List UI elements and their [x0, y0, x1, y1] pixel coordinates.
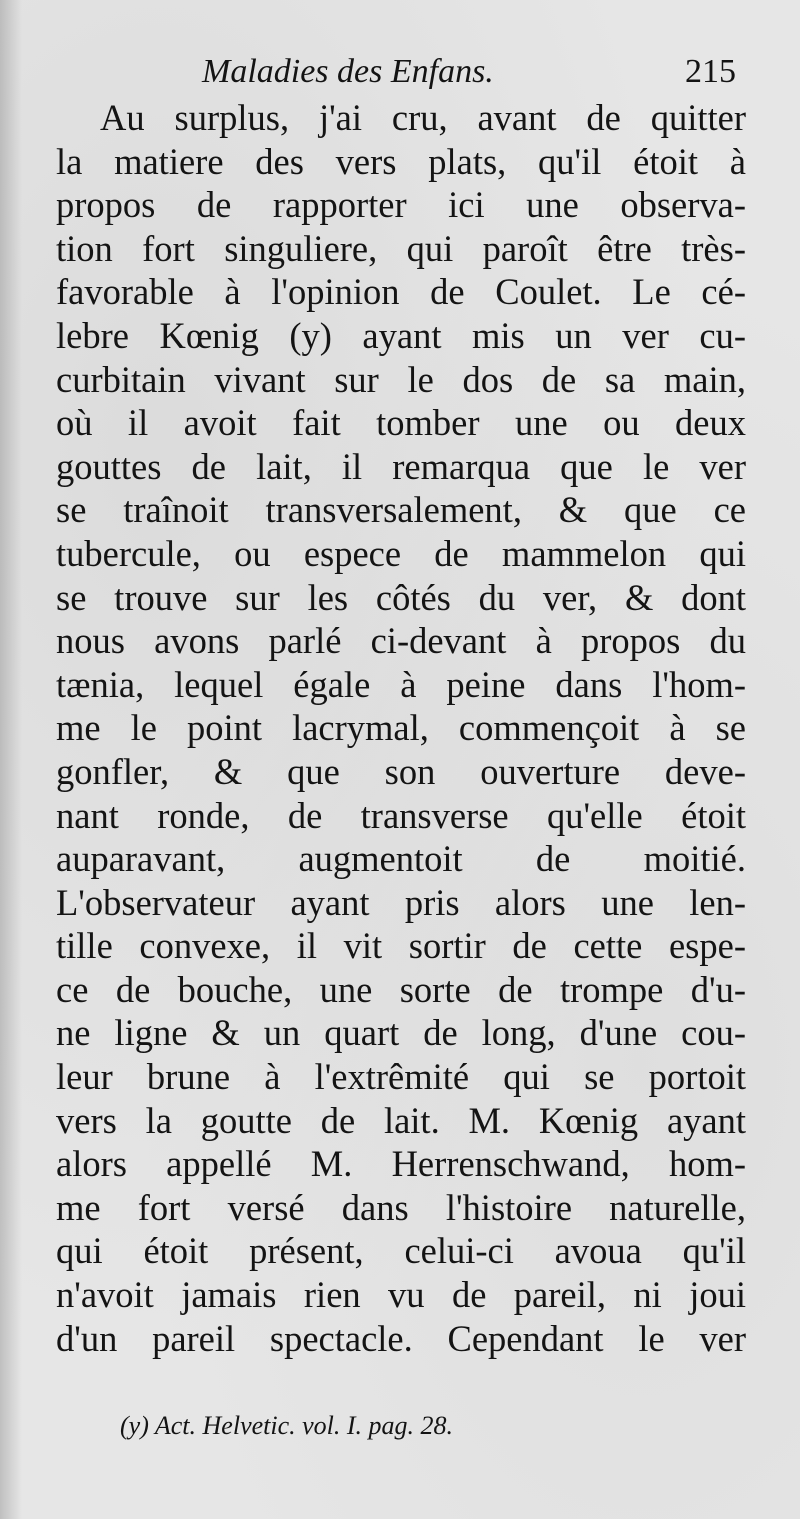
text-line: où il avoit fait tomber une ou deux: [56, 402, 746, 444]
text-line: me le point lacrymal, commençoit à se: [56, 707, 746, 749]
text-line: me fort versé dans l'histoire naturelle,: [56, 1186, 746, 1228]
text-line: ne ligne & un quart de long, d'une cou-: [56, 1012, 746, 1054]
text-line: L'observateur ayant pris alors une len-: [56, 881, 746, 923]
text-line: d'un pareil spectacle. Cependant le ver: [56, 1317, 746, 1359]
text-line: tænia, lequel égale à peine dans l'hom-: [56, 663, 746, 705]
text-line: gouttes de lait, il remarqua que le ver: [56, 445, 746, 487]
text-line: nant ronde, de transverse qu'elle étoit: [56, 794, 746, 836]
footnote: (y) Act. Helvetic. vol. I. pag. 28.: [120, 1411, 454, 1440]
text-line: la matiere des vers plats, qu'il étoit à: [56, 140, 746, 182]
text-line: curbitain vivant sur le dos de sa main,: [56, 358, 746, 400]
text-line: se trouve sur les côtés du ver, & dont: [56, 576, 746, 618]
text-line: n'avoit jamais rien vu de pareil, ni joui: [56, 1274, 746, 1316]
body-text: [56, 96, 746, 1360]
text-line: gonfler, & que son ouverture deve-: [56, 750, 746, 792]
text-line: nous avons parlé ci-devant à propos du: [56, 620, 746, 662]
text-line: lebre Kœnig (y) ayant mis un ver cu-: [56, 314, 746, 356]
text-line: Au surplus, j'ai cru, avant de quitter: [100, 97, 746, 138]
text-line: auparavant, augmentoit de moitié.: [56, 838, 746, 880]
text-line: tille convexe, il vit sortir de cette espe-: [56, 925, 746, 967]
running-head: Maladies des Enfans.: [202, 53, 494, 90]
text-line: tubercule, ou espece de mammelon qui: [56, 532, 746, 574]
page-header: [56, 48, 746, 96]
text-line: alors appellé M. Herrenschwand, hom-: [56, 1143, 746, 1185]
text-line: leur brune à l'extrêmité qui se portoit: [56, 1056, 746, 1098]
gutter-shadow: [0, 0, 22, 1519]
text-line: propos de rapporter ici une observa-: [56, 184, 746, 226]
text-line: vers la goutte de lait. M. Kœnig ayant: [56, 1099, 746, 1141]
text-line: qui étoit présent, celui-ci avoua qu'il: [56, 1230, 746, 1272]
page-number: 215: [685, 53, 736, 90]
text-line: favorable à l'opinion de Coulet. Le cé-: [56, 271, 746, 313]
text-line: ce de bouche, une sorte de trompe d'u-: [56, 968, 746, 1010]
text-line: tion fort singuliere, qui paroît être très-: [56, 227, 746, 269]
text-line: se traînoit transversalement, & que ce: [56, 489, 746, 531]
